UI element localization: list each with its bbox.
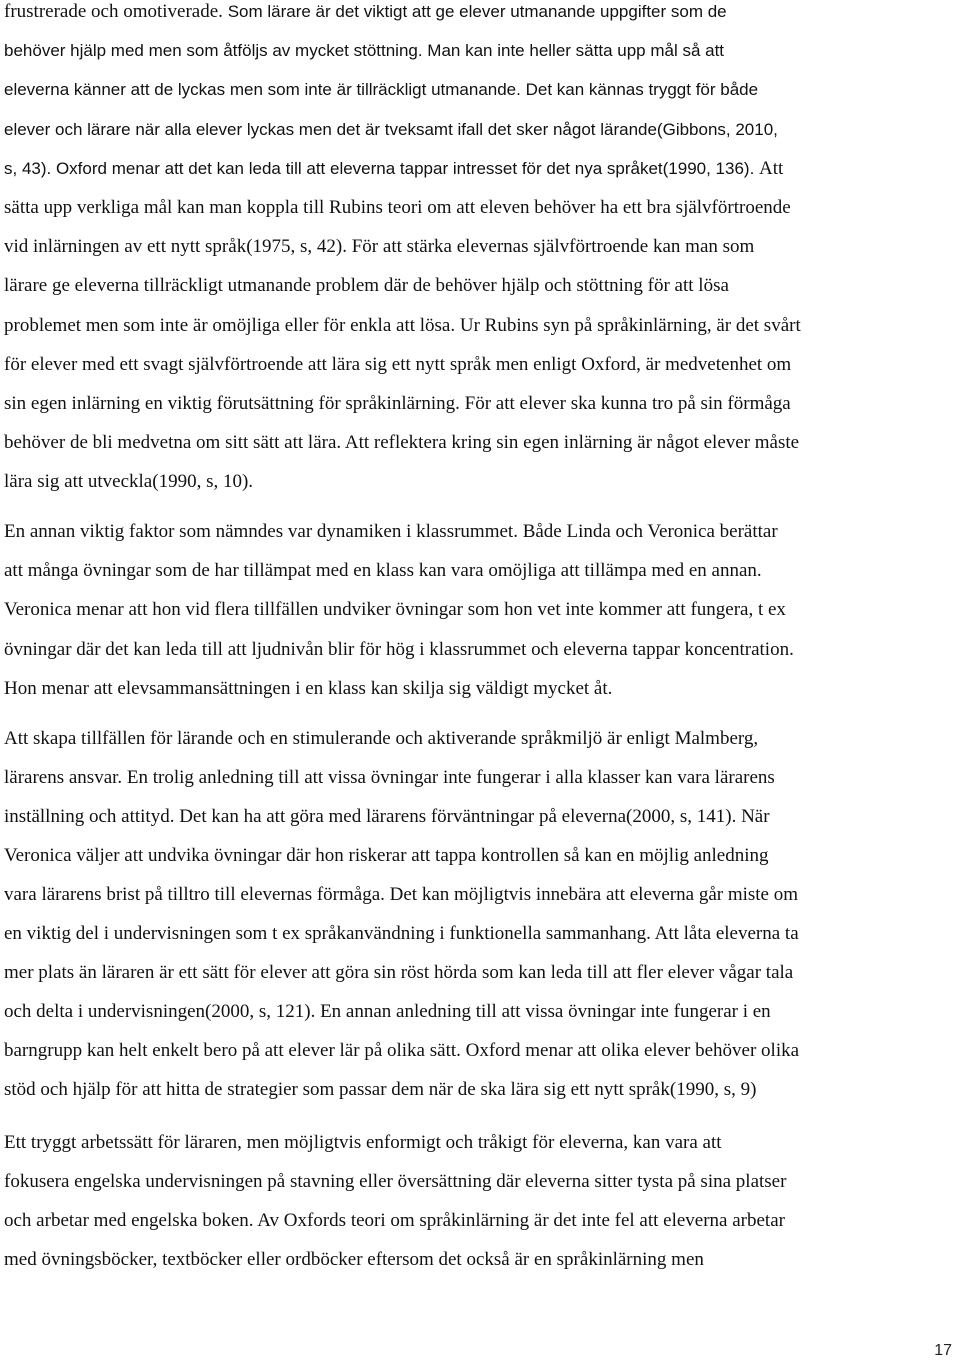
text-line	[4, 1131, 722, 1156]
text-line	[4, 274, 729, 299]
text-line	[4, 431, 799, 456]
text-run: Det kan kännas tryggt för både	[520, 80, 759, 100]
text-run: en viktig del i undervisningen som t ex språkanvändning i funktionella sammanhang. Att låta eleverna ta	[4, 923, 799, 944]
text-run: Hon menar att elevsammansättningen i en klass kan skilja sig väldigt mycket åt.	[4, 677, 613, 699]
text-line	[4, 883, 798, 908]
text-line	[4, 196, 791, 221]
text-run: vid inlärningen av ett nytt språk(1975, s, 42). För att stärka elevernas självförtroende kan man som	[4, 236, 755, 258]
text-run: fokusera engelska undervisningen på stavning eller översättning där eleverna sitter tysta på sina platser	[4, 1171, 787, 1193]
text-run: Som lärare är det viktigt att ge elever utmanande uppgifter som de	[227, 2, 727, 21]
text-run: inställning och attityd. Det kan ha att göra med lärarens förväntningar på eleverna(2000, s, 141). När	[4, 806, 770, 827]
text-line	[4, 78, 758, 103]
text-line	[4, 922, 799, 947]
text-run: för elever med ett svagt självförtroende att lära sig ett nytt språk men enligt Oxford, är medvetenhet om	[4, 353, 792, 375]
text-run: behöver hjälp med men som åtföljs av mycket stöttning. Man kan inte heller sätta upp mål så att	[4, 41, 725, 61]
text-line	[4, 1209, 785, 1234]
text-line	[4, 1039, 799, 1064]
text-line	[4, 1078, 756, 1103]
text-line	[4, 118, 778, 143]
text-line	[4, 235, 754, 260]
text-run: mer plats än läraren är ett sätt för elever att göra sin röst hörda som kan leda till att fler elever vågar tala	[4, 962, 794, 983]
text-run: och arbetar med engelska boken. Av Oxfords teori om språkinlärning är det inte fel att eleverna arbetar	[4, 1210, 785, 1232]
text-run: En annan viktig faktor som nämndes var dynamiken i klassrummet. Både Linda och Veronica berättar	[4, 521, 778, 542]
text-line	[4, 470, 253, 495]
text-run: och delta i undervisningen(2000, s, 121). En annan anledning till att vissa övningar inte fungerar i en	[4, 1001, 771, 1022]
text-line	[4, 677, 612, 702]
text-line	[4, 727, 758, 752]
text-line	[4, 1000, 771, 1025]
text-line	[4, 1248, 704, 1273]
text-run: övningar där det kan leda till att ljudnivån blir för hög i klassrummet och eleverna tappar koncentration.	[4, 638, 794, 660]
text-line	[4, 844, 769, 869]
page-number: 17	[934, 1342, 952, 1359]
text-run: s, 43). Oxford menar att det kan leda till att eleverna tappar intresset för det nya språket(1990, 136).	[4, 158, 760, 178]
text-run: barngrupp kan helt enkelt bero på att elever lär på olika sätt. Oxford menar att olika elever behöver olika	[4, 1040, 800, 1061]
text-run: Ett tryggt arbetssätt för läraren, men möjligtvis enformigt och tråkigt för eleverna, kan vara att	[4, 1132, 722, 1153]
text-line	[4, 598, 786, 623]
text-line	[4, 961, 793, 986]
text-line	[4, 520, 778, 545]
text-run: lärarens ansvar. En trolig anledning till att vissa övningar inte fungerar i alla klasser kan vara lärarens	[4, 767, 775, 788]
text-run: eleverna känner att de lyckas men som inte är tillräckligt utmanande.	[4, 80, 521, 100]
text-line	[4, 353, 791, 378]
text-line	[4, 1170, 786, 1195]
text-run: att många övningar som de har tillämpat med en klass kan vara omöjliga att tillämpa med en annan.	[4, 560, 762, 582]
text-line	[4, 0, 727, 25]
text-run: Att	[759, 157, 784, 179]
text-run: Veronica väljer att undvika övningar där hon riskerar att tappa kontrollen så kan en möjlig anledning	[4, 845, 769, 866]
text-line	[4, 392, 791, 417]
text-run: sin egen inlärning en viktig förutsättning för språkinlärning. För att elever ska kunna tro på sin förmåga	[4, 393, 791, 414]
text-run: stöd och hjälp för att hitta de strategier som passar dem när de ska lära sig ett nytt språk(1990, s, 9)	[4, 1079, 757, 1100]
text-run: lärare ge eleverna tillräckligt utmanande problem där de behöver hjälp och stöttning för att lösa	[4, 275, 729, 297]
text-run: sätta upp verkliga mål kan man koppla till Rubins teori om att eleven behöver ha ett bra självförtroende	[4, 197, 791, 218]
text-line	[4, 559, 762, 584]
text-run: lära sig att utveckla(1990, s, 10).	[4, 471, 254, 493]
text-run: med övningsböcker, textböcker eller ordböcker eftersom det också är en språkinlärning men	[4, 1249, 704, 1271]
text-run: behöver de bli medvetna om sitt sätt att lära. Att reflektera kring sin egen inlärning är något elever måste	[4, 432, 800, 454]
text-run: Veronica menar att hon vid flera tillfällen undviker övningar som hon vet inte kommer att fungera, t ex	[4, 599, 786, 621]
text-line	[4, 766, 775, 791]
text-line	[4, 157, 783, 182]
text-line	[4, 39, 724, 64]
text-run: problemet men som inte är omöjliga eller för enkla att lösa. Ur Rubins syn på språkinlärning, är det svårt	[4, 314, 801, 336]
text-line	[4, 314, 801, 339]
text-run: Att skapa tillfällen för lärande och en stimulerande och aktiverande språkmiljö är enligt Malmberg,	[4, 728, 759, 749]
text-run: elever och lärare när alla elever lyckas men det är tveksamt ifall det sker något lärande(Gibbons, 2010,	[4, 119, 778, 139]
text-run: vara lärarens brist på tilltro till elevernas förmåga. Det kan möjligtvis innebära att eleverna går miste om	[4, 884, 799, 905]
text-run: frustrerade och omotiverade.	[4, 1, 228, 22]
text-line	[4, 638, 794, 663]
text-line	[4, 805, 770, 830]
